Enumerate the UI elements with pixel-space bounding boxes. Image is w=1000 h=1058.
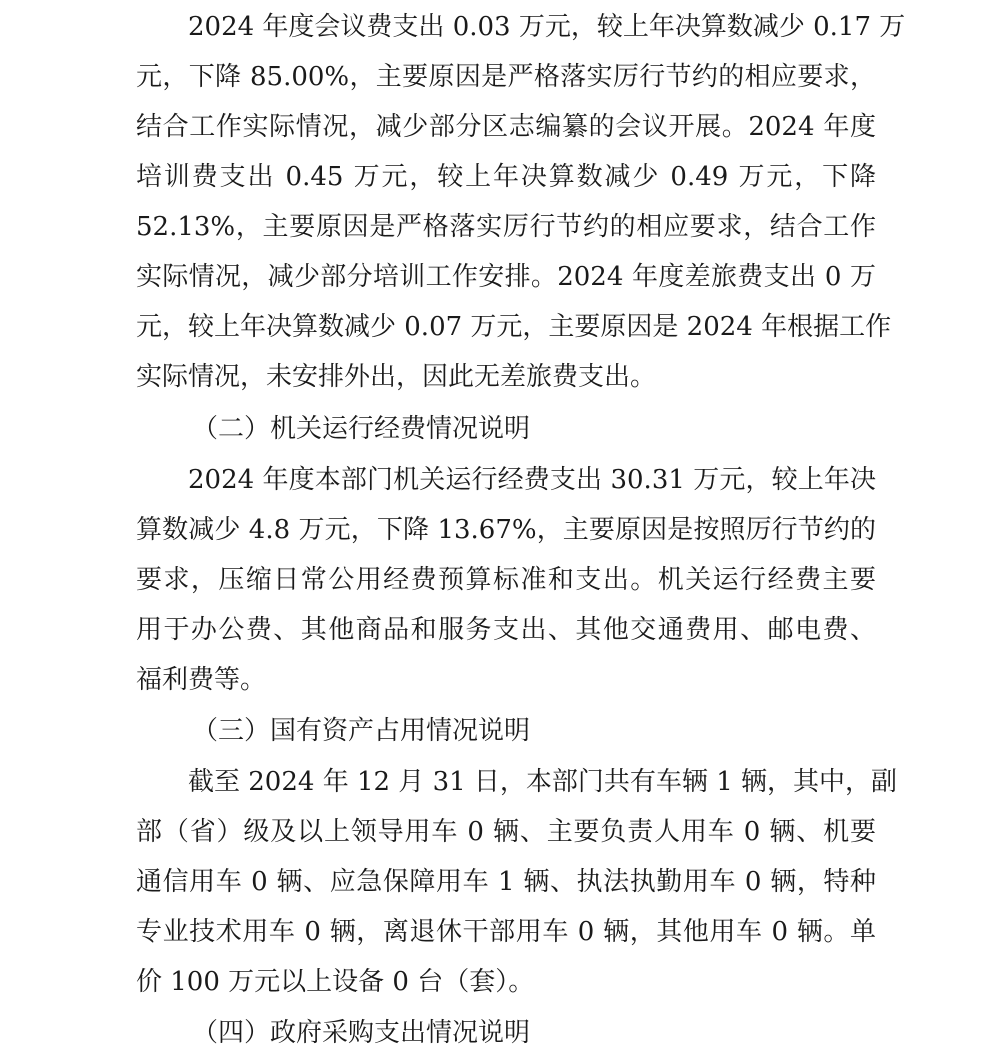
paragraph-line: 部（省）级及以上领导用车 0 辆、主要负责人用车 0 辆、机要 [136,817,876,847]
section-heading: （四）政府采购支出情况说明 [192,1018,531,1048]
paragraph-line: 通信用车 0 辆、应急保障用车 1 辆、执法执勤用车 0 辆，特种 [136,867,876,897]
paragraph-line: 2024 年度本部门机关运行经费支出 30.31 万元，较上年决 [188,465,876,495]
paragraph-line: 结合工作实际情况，减少部分区志编纂的会议开展。2024 年度 [136,112,876,142]
paragraph-line: 实际情况，未安排外出，因此无差旅费支出。 [136,362,657,392]
paragraph-line: 截至 2024 年 12 月 31 日，本部门共有车辆 1 辆，其中，副 [188,767,897,797]
paragraph-line: 用于办公费、其他商品和服务支出、其他交通费用、邮电费、 [136,615,876,645]
section-heading: （三）国有资产占用情况说明 [192,716,531,746]
paragraph-line: 实际情况，减少部分培训工作安排。2024 年度差旅费支出 0 万 [136,262,876,292]
paragraph-line: 培训费支出 0.45 万元，较上年决算数减少 0.49 万元，下降 [136,162,876,192]
paragraph-line: 价 100 万元以上设备 0 台（套）。 [136,967,535,997]
paragraph-line: 专业技术用车 0 辆，离退休干部用车 0 辆，其他用车 0 辆。单 [136,917,876,947]
paragraph-line: 2024 年度会议费支出 0.03 万元，较上年决算数减少 0.17 万 [188,12,906,42]
paragraph-line: 福利费等。 [136,665,267,695]
paragraph-line: 元，较上年决算数减少 0.07 万元，主要原因是 2024 年根据工作 [136,312,892,342]
paragraph-line: 要求，压缩日常公用经费预算标准和支出。机关运行经费主要 [136,565,876,595]
paragraph-line: 52.13%，主要原因是严格落实厉行节约的相应要求，结合工作 [136,212,876,242]
section-heading: （二）机关运行经费情况说明 [192,414,531,444]
paragraph-line: 元，下降 85.00%，主要原因是严格落实厉行节约的相应要求， [136,62,876,92]
paragraph-line: 算数减少 4.8 万元，下降 13.67%，主要原因是按照厉行节约的 [136,515,876,545]
